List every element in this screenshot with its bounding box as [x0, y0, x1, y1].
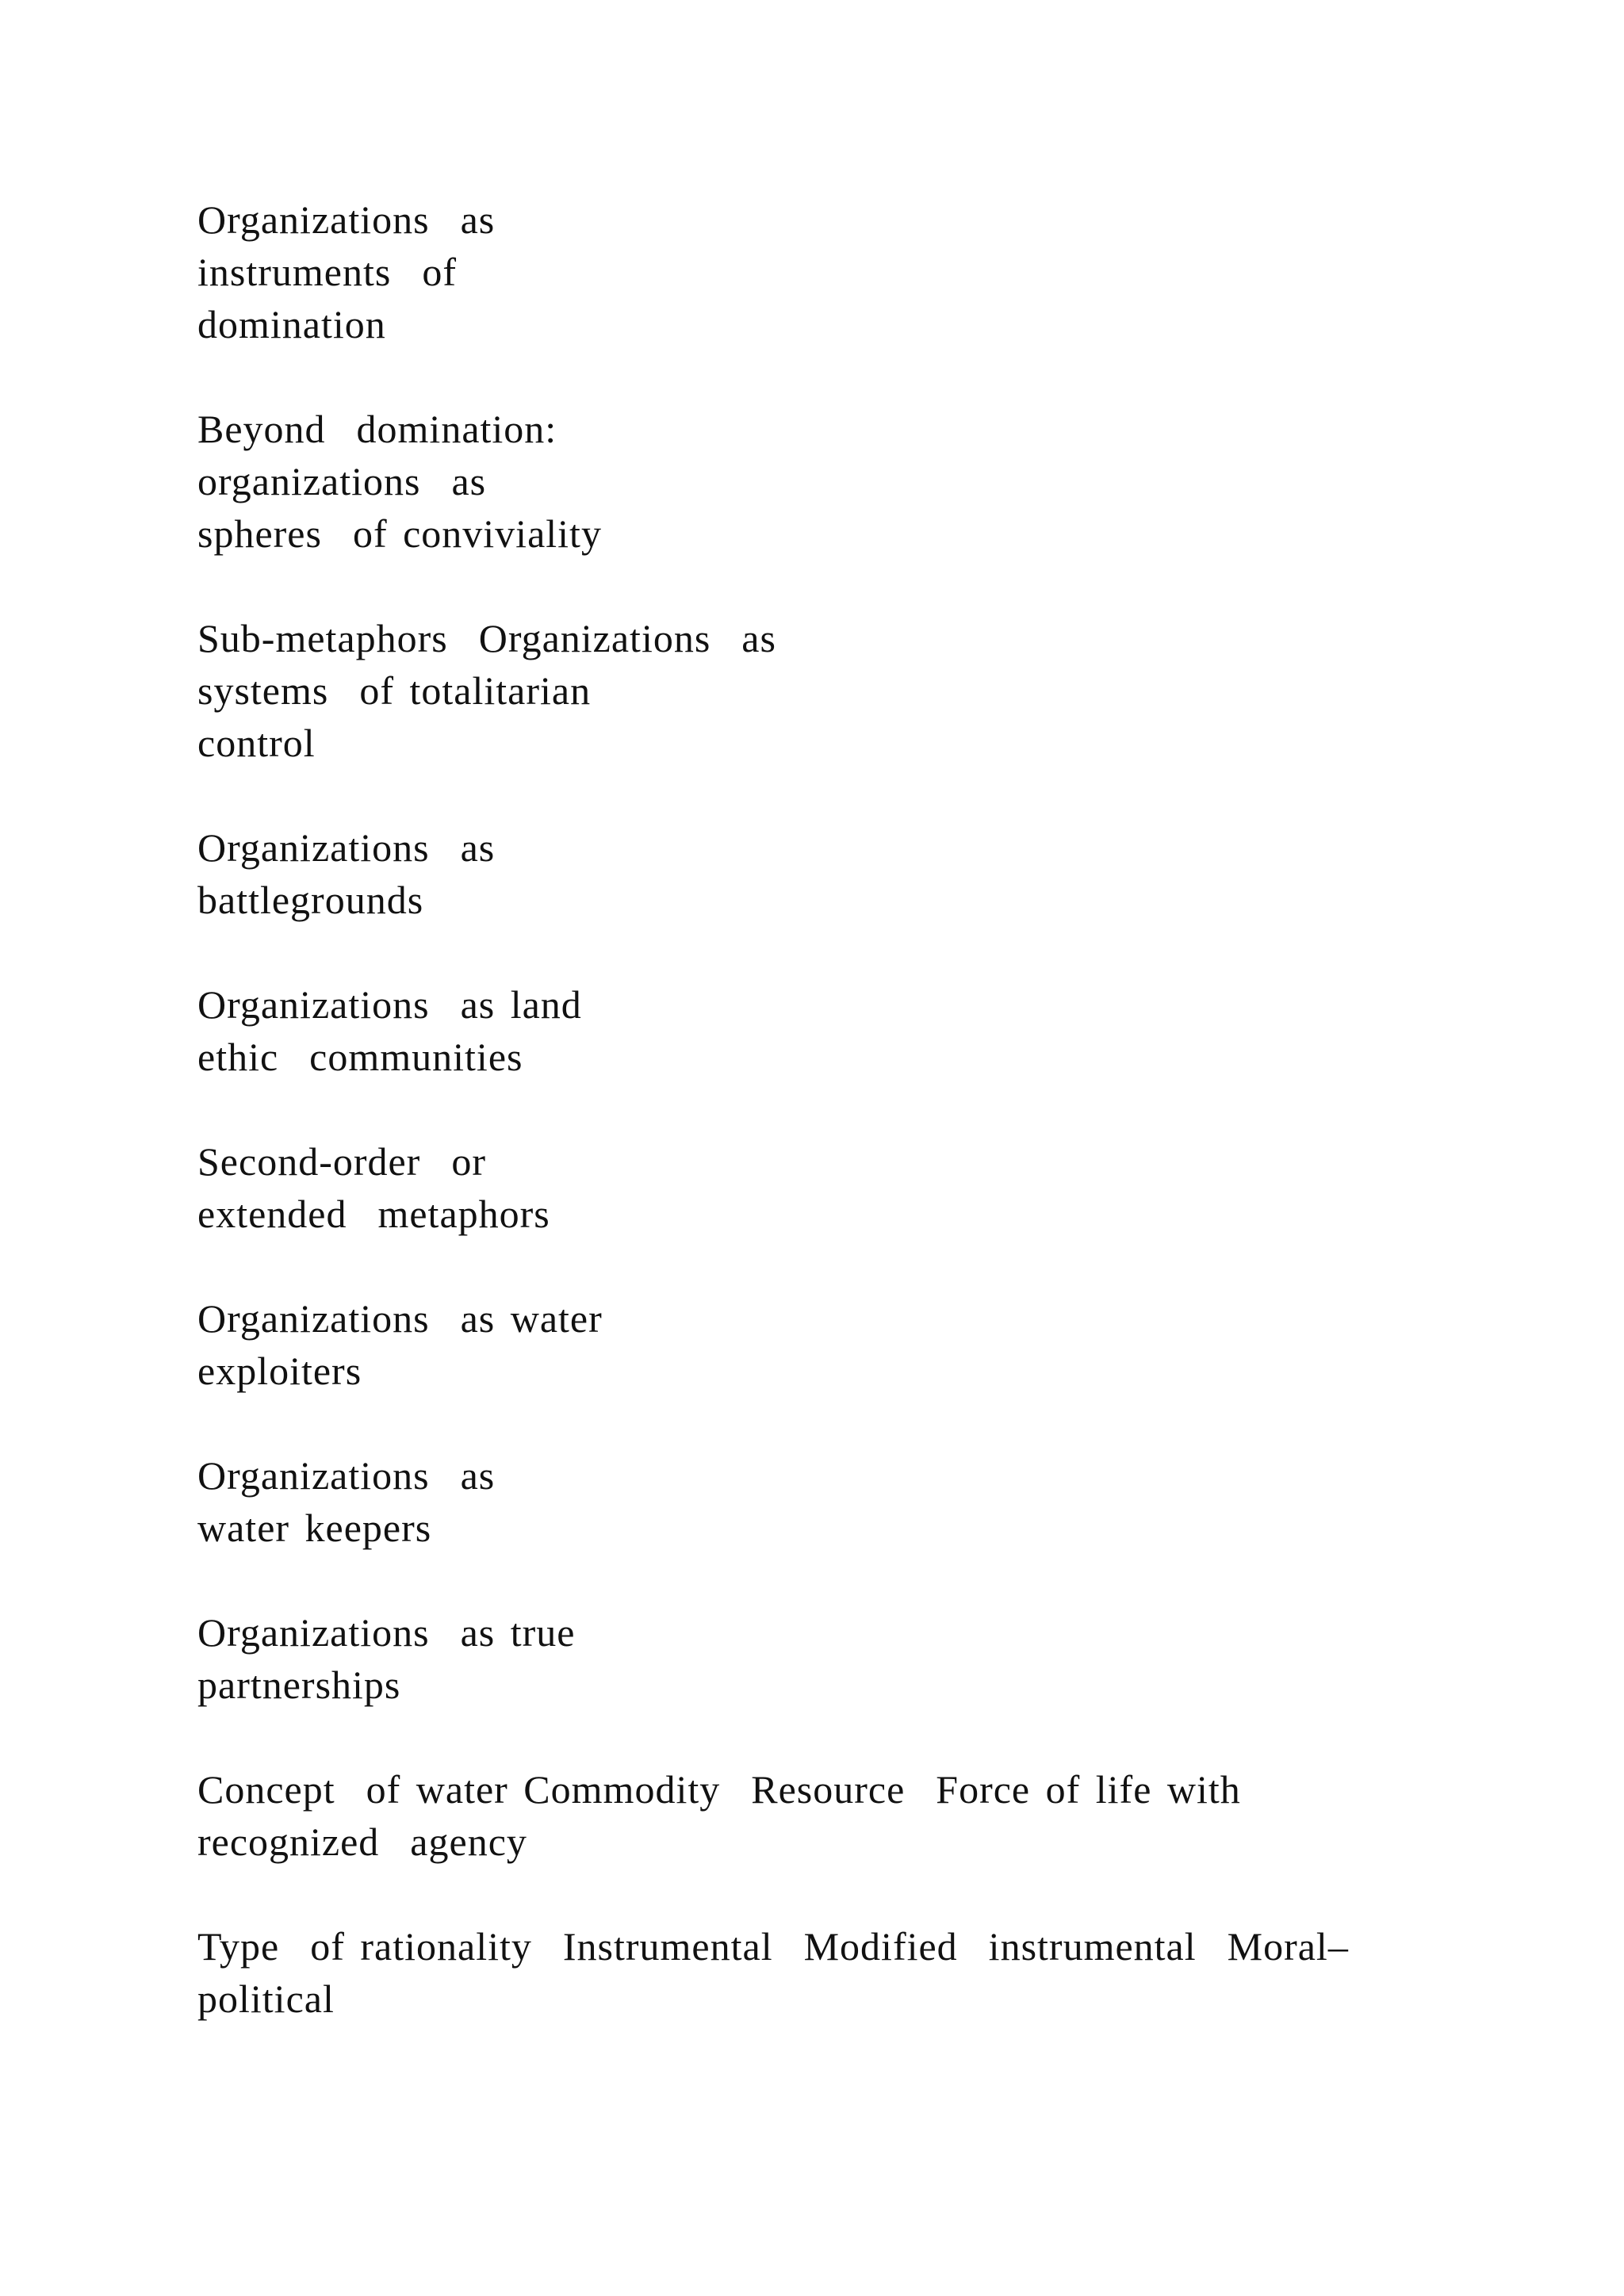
text-line: exploiters [197, 1349, 362, 1393]
paragraph [197, 821, 1498, 926]
text-line: extended metaphors [197, 1192, 550, 1236]
text-line: Organizations as [197, 197, 496, 242]
text-line: Beyond domination: [197, 407, 557, 451]
paragraph [197, 403, 1498, 560]
text-line: recognized agency [197, 1820, 527, 1864]
paragraph [197, 978, 1498, 1083]
text-line: control [197, 721, 316, 765]
document-body [197, 193, 1498, 2077]
text-line: Organizations as [197, 1453, 496, 1498]
paragraph [197, 1763, 1498, 1868]
text-line: instruments of [197, 250, 457, 294]
text-line: Second-order or [197, 1139, 486, 1184]
text-line: Organizations as land [197, 982, 582, 1027]
paragraph [197, 1606, 1498, 1711]
paragraph [197, 1920, 1498, 2025]
paragraph [197, 1135, 1498, 1240]
text-line: ethic communities [197, 1035, 523, 1079]
paragraph [197, 612, 1498, 769]
text-line: water keepers [197, 1506, 432, 1550]
text-line: Organizations as true [197, 1610, 576, 1655]
text-line: partnerships [197, 1663, 401, 1707]
paragraph [197, 1292, 1498, 1397]
text-line: Concept of water Commodity Resource Force of life with [197, 1767, 1241, 1812]
text-line: Sub-metaphors Organizations as [197, 616, 776, 660]
text-line: domination [197, 302, 386, 346]
text-line: spheres of conviviality [197, 511, 602, 556]
text-line: political [197, 1976, 335, 2021]
text-line: organizations as [197, 459, 487, 503]
text-line: Organizations as [197, 825, 496, 870]
text-line: systems of totalitarian [197, 668, 592, 713]
text-line: Type of rationality Instrumental Modified instrumental Moral– [197, 1924, 1349, 1969]
paragraph [197, 1449, 1498, 1554]
text-line: Organizations as water [197, 1296, 603, 1341]
paragraph [197, 193, 1498, 350]
text-line: battlegrounds [197, 878, 424, 922]
